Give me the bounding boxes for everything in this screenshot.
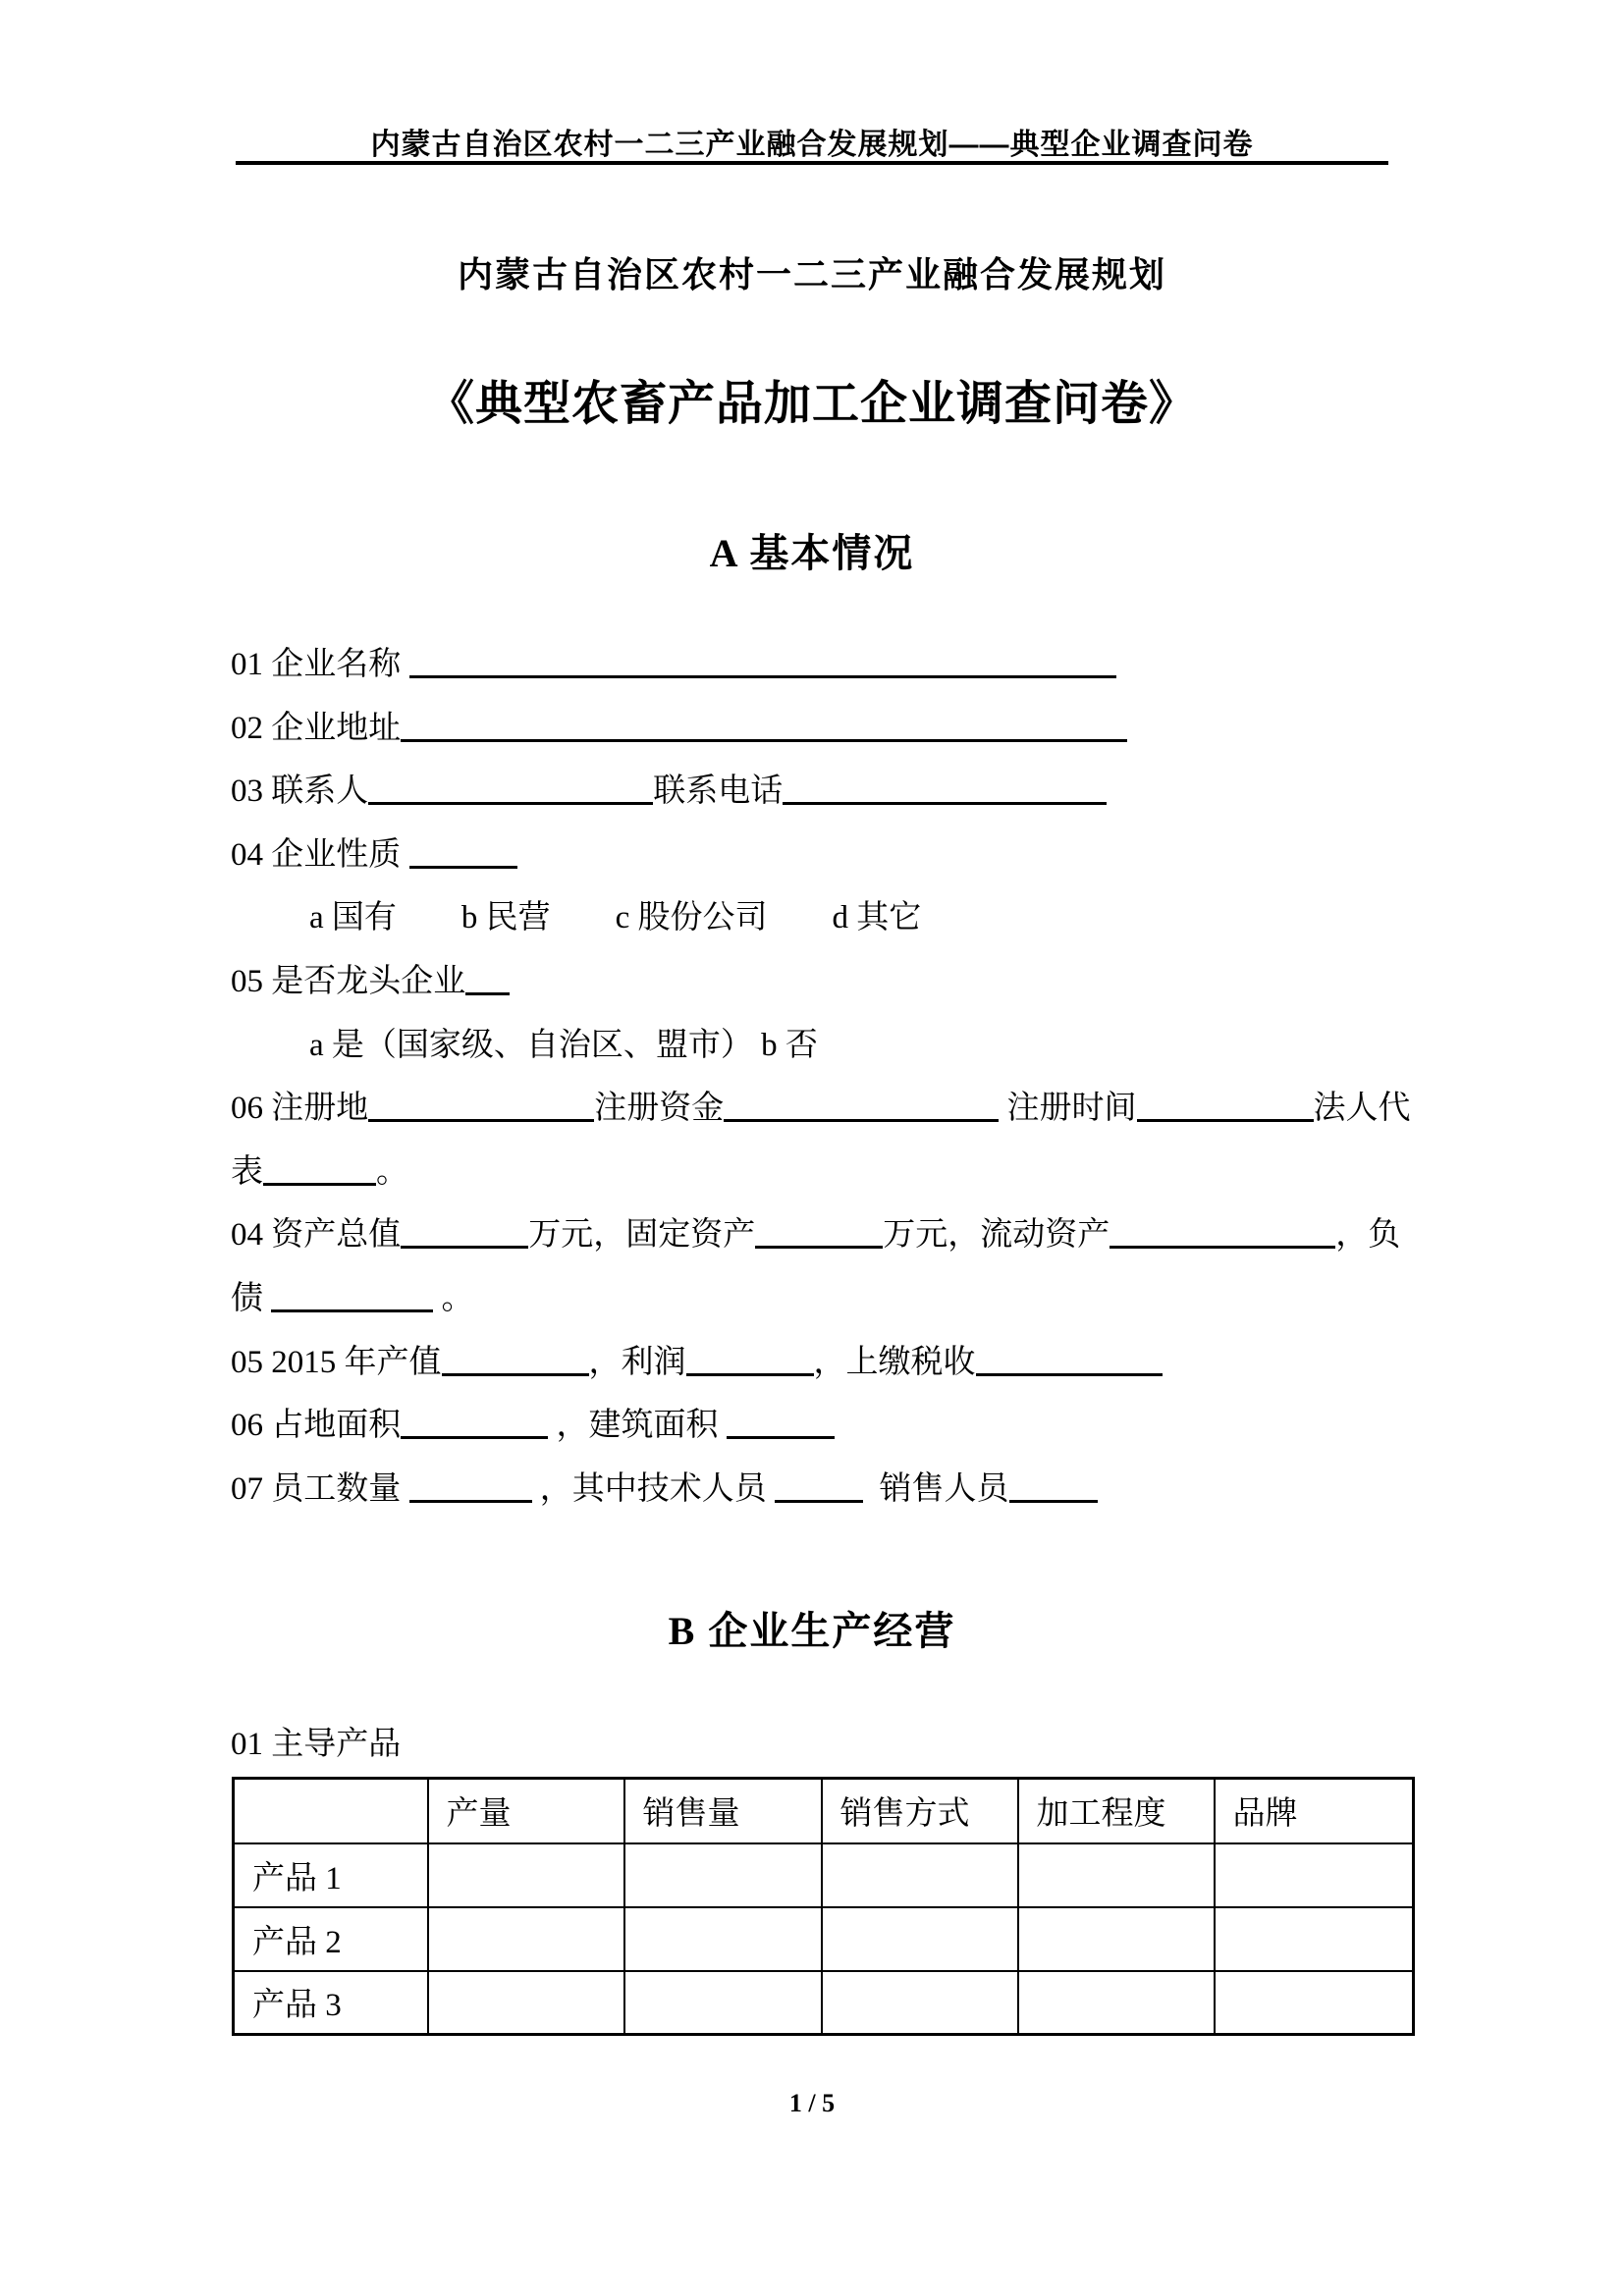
blank-field[interactable] bbox=[755, 1246, 883, 1249]
blank-field[interactable] bbox=[409, 675, 1116, 678]
form-text: 06 占地面积 bbox=[231, 1408, 402, 1444]
blank-field[interactable] bbox=[1110, 1246, 1335, 1249]
row-label: 产品 1 bbox=[234, 1843, 428, 1907]
line-03-contact bbox=[231, 760, 1424, 824]
blank-field[interactable] bbox=[368, 802, 653, 805]
form-text: a 国有 b 民营 c 股份公司 d 其它 bbox=[309, 900, 922, 936]
products-table-head bbox=[234, 1779, 1414, 1843]
section-a-heading: A 基本情况 bbox=[709, 531, 915, 575]
table-cell[interactable] bbox=[822, 1907, 1018, 1971]
form-text: 联系电话 bbox=[653, 774, 784, 810]
table-cell[interactable] bbox=[1215, 1907, 1414, 1971]
form-text: 注册资金 bbox=[594, 1091, 725, 1127]
line-05-leading-options bbox=[231, 1014, 1424, 1078]
table-cell[interactable] bbox=[1018, 1971, 1215, 2035]
column-header: 销售方式 bbox=[822, 1779, 1018, 1843]
blank-field[interactable] bbox=[368, 1119, 594, 1122]
form-text: 01 企业名称 bbox=[231, 647, 409, 682]
blank-field[interactable] bbox=[263, 1183, 376, 1186]
form-text: 04 企业性质 bbox=[231, 836, 409, 873]
form-text: 万元，固定资产 bbox=[528, 1217, 756, 1254]
form-text: ，建筑面积 bbox=[548, 1408, 727, 1444]
blank-field[interactable] bbox=[401, 739, 1127, 742]
form-text: 04 资产总值 bbox=[231, 1217, 402, 1254]
row-label: 产品 2 bbox=[234, 1907, 428, 1971]
line-04-nature-options bbox=[231, 886, 1424, 950]
table-header-row bbox=[234, 1779, 1414, 1843]
blank-field[interactable] bbox=[727, 1436, 835, 1439]
form-text: 法人代 bbox=[1313, 1091, 1411, 1127]
blank-field[interactable] bbox=[1137, 1119, 1314, 1122]
form-text: 05 是否龙头企业 bbox=[231, 963, 466, 999]
line-07-staff bbox=[231, 1458, 1424, 1522]
blank-field[interactable] bbox=[409, 1500, 532, 1503]
form-text: 万元，流动资产 bbox=[883, 1217, 1110, 1254]
form-text: a 是（国家级、自治区、盟市） b 否 bbox=[309, 1027, 818, 1063]
table-cell[interactable] bbox=[428, 1971, 624, 2035]
blank-field[interactable] bbox=[686, 1373, 814, 1376]
blank-field[interactable] bbox=[465, 992, 510, 995]
products-table bbox=[232, 1777, 1415, 2036]
form-text: 06 注册地 bbox=[231, 1091, 369, 1127]
form-text: 07 员工数量 bbox=[231, 1470, 409, 1507]
main-title: 内蒙古自治区农村一二三产业融合发展规划 bbox=[457, 254, 1166, 294]
table-cell[interactable] bbox=[624, 1843, 822, 1907]
form-text: ，利润 bbox=[588, 1344, 686, 1380]
blank-field[interactable] bbox=[976, 1373, 1163, 1376]
products-table-body bbox=[234, 1843, 1414, 2035]
blank-field[interactable] bbox=[775, 1500, 863, 1503]
blank-field[interactable] bbox=[783, 802, 1107, 805]
line-04-assets-cont bbox=[231, 1267, 1424, 1331]
table-cell[interactable] bbox=[624, 1971, 822, 2035]
form-text: 表 bbox=[231, 1153, 263, 1190]
form-text: 注册时间 bbox=[999, 1091, 1137, 1127]
blank-field[interactable] bbox=[1009, 1500, 1098, 1503]
table-cell[interactable] bbox=[1215, 1971, 1414, 2035]
table-cell[interactable] bbox=[1215, 1843, 1414, 1907]
table-row bbox=[234, 1843, 1414, 1907]
line-06-registration-cont bbox=[231, 1141, 1424, 1204]
form-text: ，上缴税收 bbox=[813, 1344, 976, 1380]
column-header: 产量 bbox=[428, 1779, 624, 1843]
table-cell[interactable] bbox=[1018, 1907, 1215, 1971]
blank-field[interactable] bbox=[409, 866, 517, 869]
blank-field[interactable] bbox=[401, 1436, 548, 1439]
form-text: 05 2015 年产值 bbox=[231, 1344, 442, 1380]
page-number: 1 / 5 bbox=[788, 2089, 836, 2117]
line-04-company-nature bbox=[231, 824, 1424, 887]
line-01-company-name bbox=[231, 633, 1424, 697]
row-label: 产品 3 bbox=[234, 1971, 428, 2035]
blank-field[interactable] bbox=[724, 1119, 999, 1122]
blank-field[interactable] bbox=[401, 1246, 528, 1249]
section-a-form bbox=[231, 633, 1424, 1521]
page-header-title: 内蒙古自治区农村一二三产业融合发展规划——典型企业调查问卷 bbox=[370, 129, 1254, 161]
table-cell[interactable] bbox=[822, 1971, 1018, 2035]
form-text: ，其中技术人员 bbox=[531, 1470, 775, 1507]
column-header-empty bbox=[234, 1779, 428, 1843]
form-text: 债 bbox=[231, 1280, 272, 1316]
form-text: 03 联系人 bbox=[231, 774, 369, 810]
column-header: 品牌 bbox=[1215, 1779, 1414, 1843]
table-row bbox=[234, 1971, 1414, 2035]
table-cell[interactable] bbox=[1018, 1843, 1215, 1907]
section-b-heading: B 企业生产经营 bbox=[668, 1609, 956, 1653]
line-06-land-area bbox=[231, 1394, 1424, 1458]
line-04-assets bbox=[231, 1203, 1424, 1267]
table-cell[interactable] bbox=[624, 1907, 822, 1971]
line-06-registration bbox=[231, 1077, 1424, 1141]
form-text: 。 bbox=[433, 1280, 474, 1316]
line-05-output-2015 bbox=[231, 1331, 1424, 1395]
form-text: 。 bbox=[376, 1153, 408, 1190]
line-02-company-address bbox=[231, 697, 1424, 761]
column-header: 销售量 bbox=[624, 1779, 822, 1843]
blank-field[interactable] bbox=[271, 1309, 433, 1312]
blank-field[interactable] bbox=[442, 1373, 589, 1376]
questionnaire-title: 《典型农畜产品加工企业调查问卷》 bbox=[426, 378, 1197, 430]
form-text: 02 企业地址 bbox=[231, 710, 402, 746]
table-row bbox=[234, 1907, 1414, 1971]
products-table-intro: 01 主导产品 bbox=[231, 1727, 402, 1762]
form-text: ，负 bbox=[1335, 1217, 1401, 1254]
table-cell[interactable] bbox=[428, 1907, 624, 1971]
page-header-rule bbox=[236, 161, 1388, 165]
table-cell[interactable] bbox=[428, 1843, 624, 1907]
table-cell[interactable] bbox=[822, 1843, 1018, 1907]
column-header: 加工程度 bbox=[1018, 1779, 1215, 1843]
form-text: 销售人员 bbox=[863, 1470, 1009, 1507]
line-05-leading-enterprise bbox=[231, 950, 1424, 1014]
